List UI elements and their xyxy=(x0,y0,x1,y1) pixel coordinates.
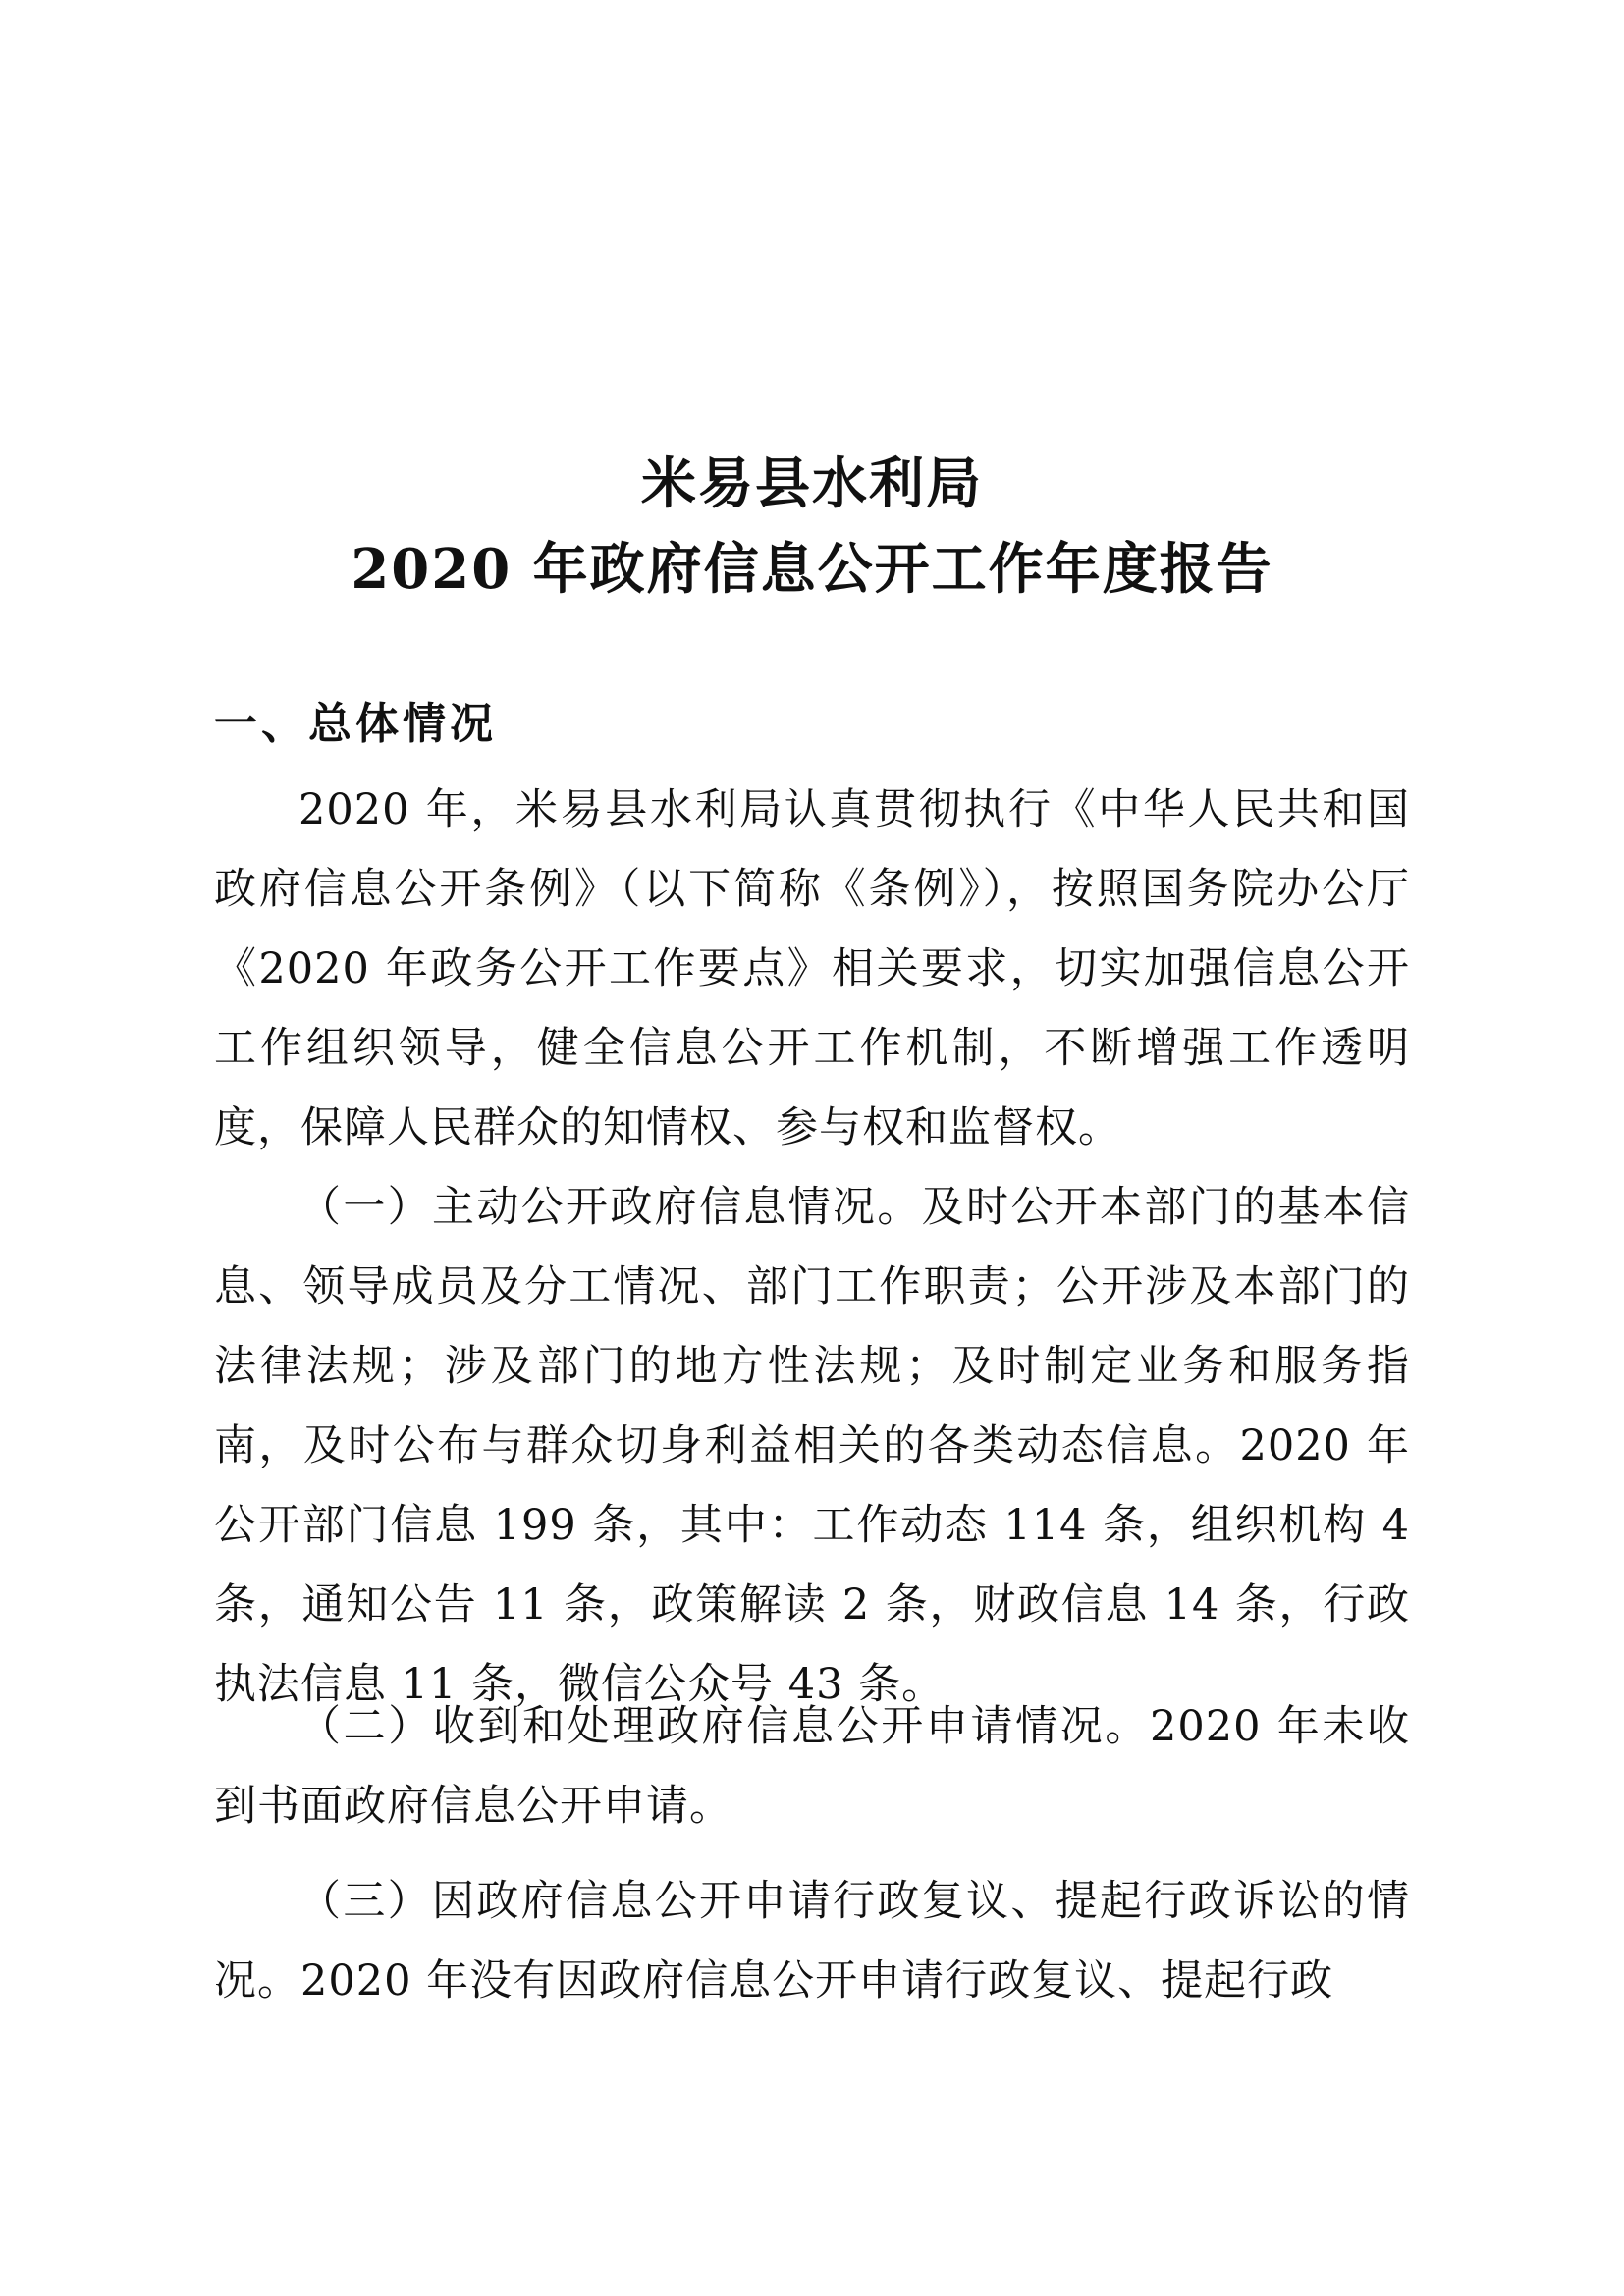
paragraph-review-litigation: （三）因政府信息公开申请行政复议、提起行政诉讼的情况。2020 年没有因政府信息公开申请行政复议、提起行政 xyxy=(214,1877,1410,2005)
document-title-line-2: 2020 年政府信息公开工作年度报告 xyxy=(351,537,1273,602)
paragraph-disclosure-requests: （二）收到和处理政府信息公开申请情况。2020 年未收到书面政府信息公开申请。 xyxy=(214,1702,1410,1831)
paragraph-overview: 2020 年，米易县水利局认真贯彻执行《中华人民共和国政府信息公开条例》（以下简称《条例》），按照国务院办公厅《2020 年政务公开工作要点》相关要求，切实加强信息公开工作组织领导，健全信息公开工作机制，不断增强工作透明度，保障人民群众的知情权、参与权和监督权。 xyxy=(214,785,1410,1152)
document-title-line-1: 米易县水利局 xyxy=(641,452,983,516)
section-heading-overview: 一、总体情况 xyxy=(214,699,497,749)
paragraph-active-disclosure: （一）主动公开政府信息情况。及时公开本部门的基本信息、领导成员及分工情况、部门工作职责；公开涉及本部门的法律法规；涉及部门的地方性法规；及时制定业务和服务指南，及时公布与群众切身利益相关的各类动态信息。2020 年公开部门信息 199 条，其中：工作动态 114 条，组织机构 4 条，通知公告 11 条，政策解读 2 条，财政信息 14 条，行政执法信息 11 条，微信公众号 43 条。 xyxy=(214,1183,1410,1709)
